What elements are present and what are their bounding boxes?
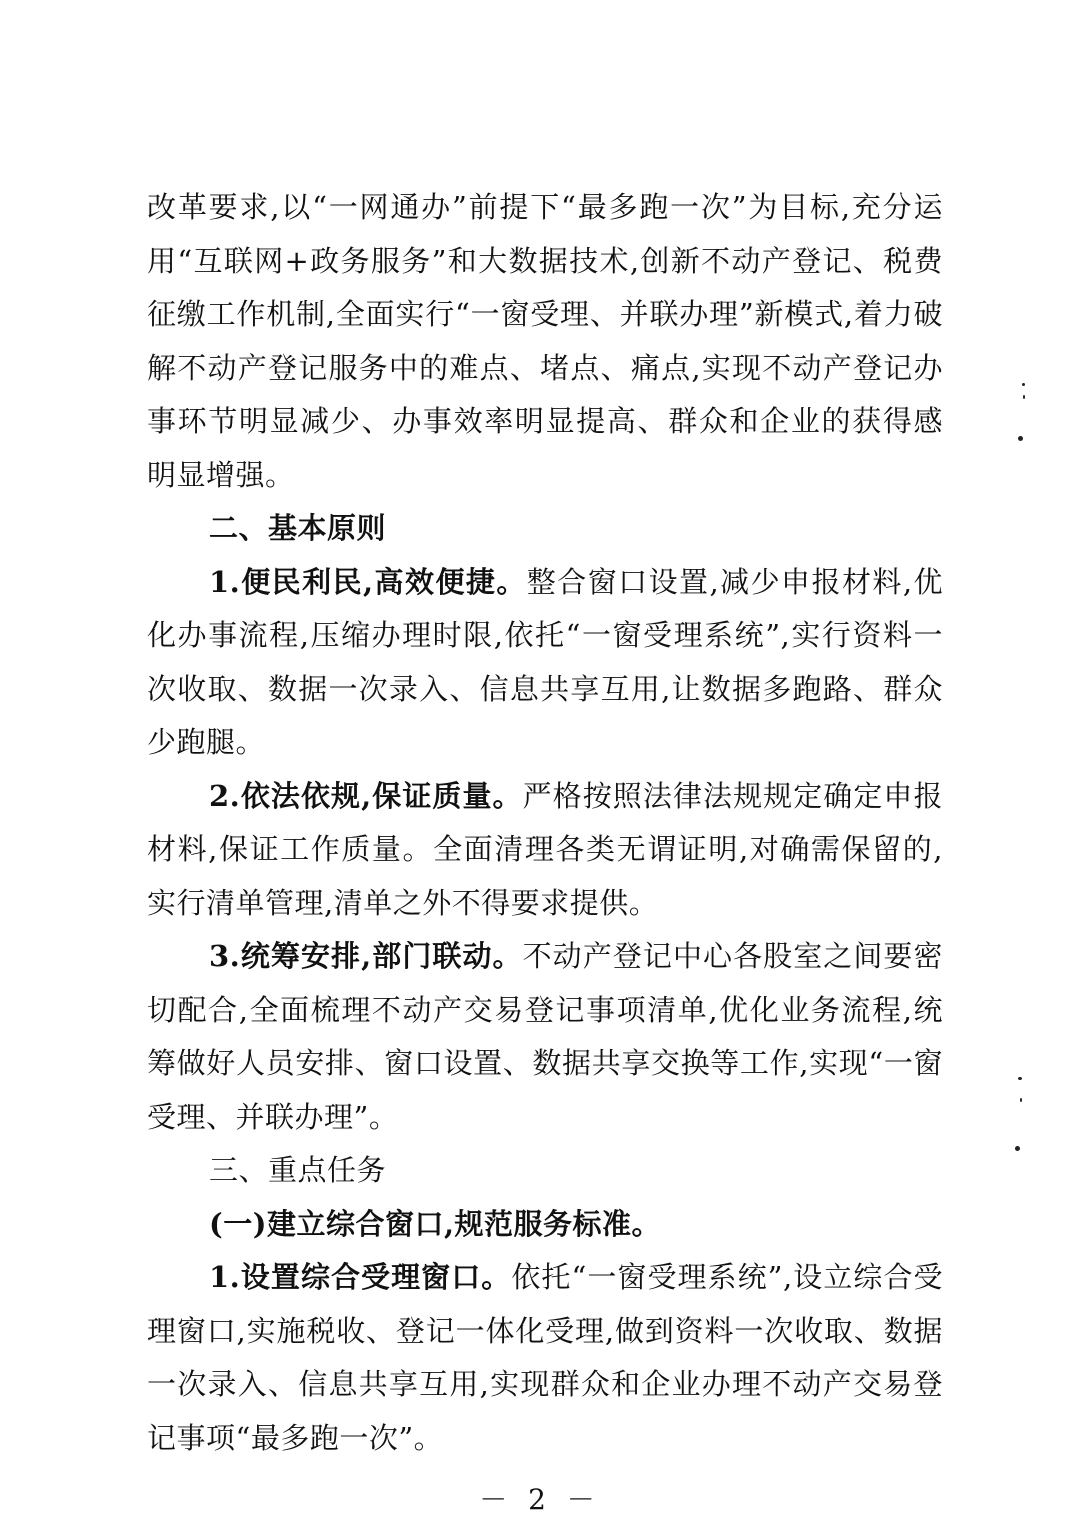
scan-speck — [1018, 1077, 1022, 1080]
scan-speck — [1023, 395, 1025, 399]
heading-text: 二、基本原则 — [209, 511, 387, 545]
subsection-heading-1 — [147, 1198, 943, 1252]
scan-speck — [1022, 383, 1025, 386]
paragraph-text: 依托“一窗受理系统”,设立综合受理窗口,实施税收、登记一体化受理,做到资料一次收取、数据一次录入、信息共享互用,实现群众和企业办理不动产交易登记事项“最多跑一次”。 — [147, 1260, 943, 1455]
section-heading-basic-principles — [147, 502, 943, 556]
paragraph-text: 整合窗口设置,减少申报材料,优化办事流程,压缩办理时限,依托“一窗受理系统”,实行资料一次收取、数据一次录入、信息共享互用,让数据多跑路、群众少跑腿。 — [147, 564, 943, 759]
scan-speck — [1018, 436, 1023, 441]
paragraph-text: 不动产登记中心各股室之间要密切配合,全面梳理不动产交易登记事项清单,优化业务流程,统筹做好人员安排、窗口设置、数据共享交换等工作,实现“一窗受理、并联办理”。 — [147, 939, 943, 1134]
principle-title: 2.依法依规,保证质量。 — [209, 778, 523, 813]
paragraph-principle-2 — [147, 770, 943, 931]
paragraph-task-1 — [147, 1251, 943, 1465]
paragraph-text: 改革要求,以“一网通办”前提下“最多跑一次”为目标,充分运用“互联网+政务服务”和大数据技术,创新不动产登记、税费征缴工作机制,全面实行“一窗受理、并联办理”新模式,着力破解不动产登记服务中的难点、堵点、痛点,实现不动产登记办事环节明显减少、办事效率明显提高、群众和企业的获得感明显增强。 — [147, 190, 943, 492]
scan-speck — [1015, 1146, 1020, 1151]
document-body — [147, 181, 943, 1465]
section-heading-key-tasks — [147, 1144, 943, 1198]
heading-text: (一)建立综合窗口,规范服务标准。 — [209, 1206, 662, 1241]
heading-text: 三、重点任务 — [209, 1153, 387, 1187]
scan-speck — [1020, 1098, 1022, 1102]
principle-title: 1.便民利民,高效便捷。 — [209, 564, 527, 599]
paragraph-text: 严格按照法律法规规定确定申报材料,保证工作质量。全面清理各类无谓证明,对确需保留的,实行清单管理,清单之外不得要求提供。 — [147, 778, 943, 920]
paragraph-principle-1 — [147, 556, 943, 770]
paragraph-intro — [147, 181, 943, 502]
paragraph-principle-3 — [147, 930, 943, 1144]
page-number: － 2 － — [479, 1483, 601, 1516]
task-title: 1.设置综合受理窗口。 — [209, 1260, 512, 1294]
principle-title: 3.统筹安排,部门联动。 — [209, 939, 523, 973]
